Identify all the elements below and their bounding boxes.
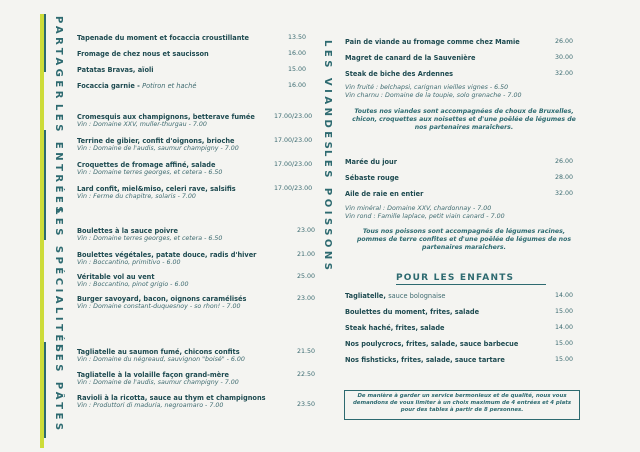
menu-price: 23.00: [297, 227, 316, 234]
wine-pairing: Vin : Produttori di maduria, negroamaro - 7.00: [77, 402, 224, 409]
wine-pairing: Vin charnu : Domaine de la toupie, solo grenache - 7.00: [345, 92, 522, 99]
menu-item-name: Boulettes végétales, patate douce, radis d'hiver: [77, 251, 257, 259]
menu-item: [77, 161, 222, 177]
wine-pairing: Vin : Domaine terres georges, et cetera - 6.50: [77, 169, 223, 176]
menu-price: 16.00: [288, 82, 307, 89]
menu-item: Marée du jour: [345, 158, 397, 166]
menu-item: [77, 137, 239, 153]
menu-item-name: Tagliatelle à la volaille façon grand-mère: [77, 371, 229, 379]
menu-price: 14.00: [555, 324, 574, 331]
section-poissons: LES POISSONS: [322, 150, 333, 274]
menu-price: 16.00: [288, 50, 307, 57]
wine-pairing: Vin : Domaine terres georges, et cetera - 6.50: [77, 235, 223, 242]
teal-bar-3: [44, 342, 46, 438]
menu-price: 32.00: [555, 70, 574, 77]
menu-item: [77, 251, 256, 267]
menu-price: 15.00: [555, 340, 574, 347]
wine-pairing: Vin : Boccantino, pinot grigio - 6.00: [77, 281, 189, 288]
menu-price: 23.00: [297, 295, 316, 302]
menu-item-name: Focaccia garnie -: [77, 82, 143, 90]
menu-item-name: Ravioli à la ricotta, sauce au thym et champignons: [77, 394, 266, 402]
menu-item-name: Burger savoyard, bacon, oignons caramélisés: [77, 295, 247, 303]
menu-item: Aile de raie en entier: [345, 190, 424, 198]
menu-price: 15.00: [555, 356, 574, 363]
viandes-note: Toutes nos viandes sont accompagnées de choux de Bruxelles, chicon, croquettes aux noisettes et d'une poêlée de légumes de nos partenaires maraîchers.: [352, 108, 576, 131]
menu-price: 13.50: [288, 34, 307, 41]
menu-price: 25.00: [297, 273, 316, 280]
menu-item: Nos fishsticks, frites, salade, sauce tartare: [345, 356, 505, 364]
wine-pairing: Vin : Domaine XXV, muller-thurgau - 7.00: [77, 121, 207, 128]
menu-item: [77, 113, 255, 129]
menu-price: 14.00: [555, 292, 574, 299]
menu-item-desc: sauce bolognaise: [388, 292, 446, 300]
menu-price: 15.00: [288, 66, 307, 73]
menu-item: [77, 82, 196, 90]
menu-item: Steak de biche des Ardennes: [345, 70, 454, 78]
menu-price: 21.50: [297, 348, 316, 355]
section-enfants: POUR LES ENFANTS: [396, 273, 546, 285]
wine-pairing: Vin : Domaine de l'audis, saumur champigny - 7.00: [77, 145, 239, 152]
wine-pairing: Vin : Ferme du chapitre, solaris - 7.00: [77, 193, 196, 200]
section-specialites: LES SPÉCIALITÉS: [53, 208, 64, 356]
menu-item: Pain de viande au fromage comme chez Mamie: [345, 38, 520, 46]
menu-item-name: Véritable vol au vent: [77, 273, 155, 281]
wine-pairing: Vin fruité : belchapsi, carignan vieilles vignes - 6.50: [345, 84, 509, 91]
menu-price: 17.00/23.00: [274, 113, 313, 120]
menu-price: 32.00: [555, 190, 574, 197]
group-policy-note: De manière à garder un service bermonieux et de qualité, nous vous demandons de vous limiter à un choix maximum de 4 entrées et 4 plats pour des tables à partir de 8 personnes.: [344, 390, 580, 420]
section-viandes: LES VIANDES: [322, 40, 333, 153]
menu-item: Steak haché, frites, salade: [345, 324, 445, 332]
menu-item-name: Tagliatelle au saumon fumé, chicons confits: [77, 348, 240, 356]
menu-item: Magret de canard de la Sauvenière: [345, 54, 476, 62]
menu-item-desc: Potiron et haché: [142, 82, 197, 90]
wine-pairing: Vin : Domaine constant-duquesnoy - so rhon! - 7.00: [77, 303, 241, 310]
wine-pairing: Vin : Domaine du négreaud, sauvignon "boisé" - 6.00: [77, 356, 245, 363]
menu-item-name: Lard confit, miel&miso, celeri rave, salsifis: [77, 185, 236, 193]
menu-price: 21.00: [297, 251, 316, 258]
menu-price: 17.00/23.00: [274, 161, 313, 168]
menu-price: 30.00: [555, 54, 574, 61]
wine-pairing: Vin rond : Famille laplace, petit viain canard - 7.00: [345, 213, 505, 220]
menu-price: 28.00: [555, 174, 574, 181]
menu-price: 26.00: [555, 158, 574, 165]
menu-price: 22.50: [297, 371, 316, 378]
wine-pairing: Vin : Boccantino, primitivo - 6.00: [77, 259, 181, 266]
menu-price: 17.00/23.00: [274, 185, 313, 192]
section-pates: LES PÂTES: [53, 344, 64, 434]
menu-item: Nos poulycrocs, frites, salade, sauce barbecue: [345, 340, 519, 348]
menu-item: [77, 394, 266, 410]
menu-item: Boulettes du moment, frites, salade: [345, 308, 480, 316]
menu-price: 23.50: [297, 401, 316, 408]
menu-item: Sébaste rouge: [345, 174, 399, 182]
menu-item: Fromage de chez nous et saucisson: [77, 50, 209, 58]
menu-item: [77, 185, 236, 201]
menu-item: Tapenade du moment et focaccia croustillante: [77, 34, 250, 42]
wine-pairing: Vin minéral : Domaine XXV, chardonnay - 7.00: [345, 205, 492, 212]
menu-item: [77, 371, 239, 387]
menu-price: 26.00: [555, 38, 574, 45]
menu-price: 15.00: [555, 308, 574, 315]
menu-item: [77, 227, 222, 243]
menu-price: 17.00/23.00: [274, 137, 313, 144]
menu-item: [345, 292, 445, 300]
teal-bar-1: [44, 14, 46, 72]
menu-item-name: Terrine de gibier, confit d'oignons, brioche: [77, 137, 235, 145]
poissons-note: Tous nos poissons sont accompagnés de légumes racines, pommes de terre confites et d'une poêlée de légumes de nos partenaires maraîchers.: [356, 228, 572, 251]
menu-item: [77, 348, 245, 364]
teal-bar-2: [44, 130, 46, 240]
wine-pairing: Vin : Domaine de l'audis, saumur champigny - 7.00: [77, 379, 239, 386]
section-entrees: LES ENTRÉES: [53, 104, 64, 217]
menu-item: [77, 273, 188, 289]
menu-item-name: Tagliatelle,: [345, 292, 389, 300]
menu-item: [77, 295, 246, 311]
section-partager: PARTAGER: [53, 16, 64, 102]
menu-item: Patatas Bravas, aïoli: [77, 66, 154, 74]
menu-item-name: Croquettes de fromage affiné, salade: [77, 161, 216, 169]
menu-item-name: Boulettes à la sauce poivre: [77, 227, 179, 235]
menu-item-name: Cromesquis aux champignons, betterave fumée: [77, 113, 255, 121]
